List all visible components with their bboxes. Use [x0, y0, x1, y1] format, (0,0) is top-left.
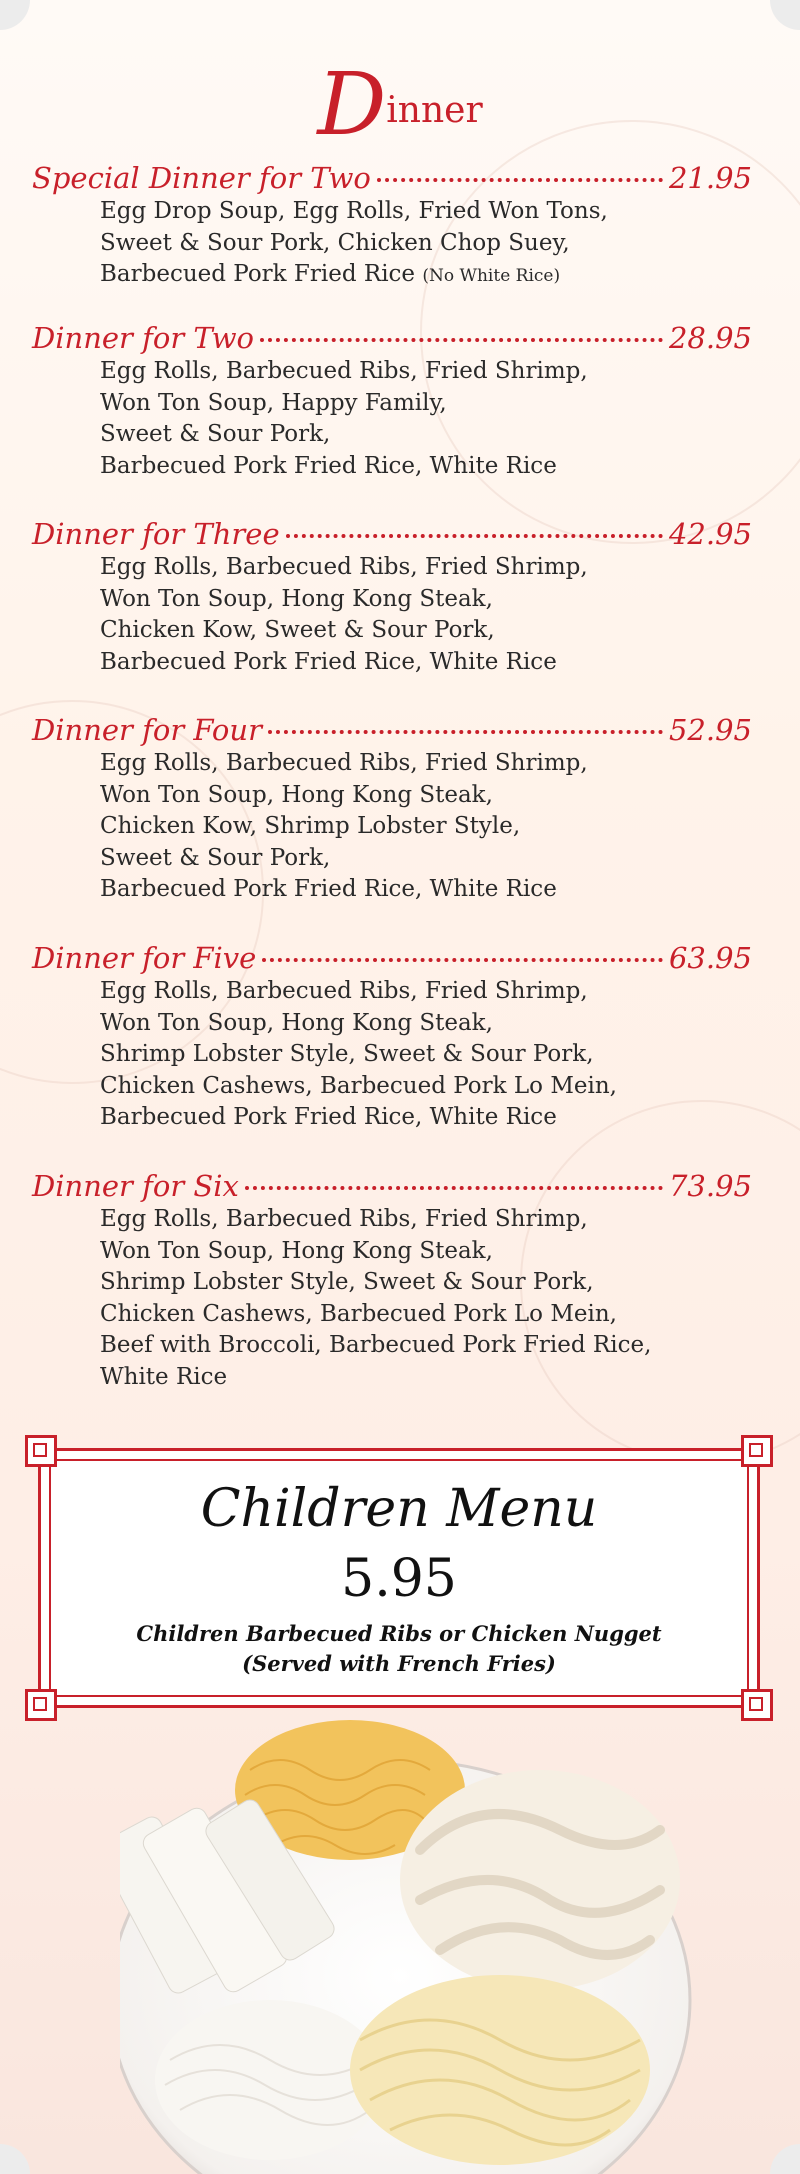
description-text: Barbecued Pork Fried Rice	[100, 261, 416, 287]
menu-item-name: Dinner for Two	[32, 321, 254, 355]
description-line: Egg Rolls, Barbecued Ribs, Fried Shrimp,	[100, 554, 588, 580]
children-menu-title: Children Menu	[200, 1479, 598, 1539]
menu-item-note: (No White Rice)	[422, 266, 561, 286]
fret-corner-ornament	[741, 1435, 773, 1467]
description-line: Egg Drop Soup, Egg Rolls, Fried Won Tons,	[100, 198, 608, 224]
corner-notch	[0, 0, 30, 30]
menu-item-description	[100, 976, 752, 1134]
description-line: Won Ton Soup, Happy Family,	[100, 389, 447, 416]
description-line: Barbecued Pork Fried Rice, White Rice	[100, 876, 557, 902]
description-line: Chicken Kow, Shrimp Lobster Style,	[100, 813, 521, 839]
menu-item-price: 63.95	[668, 941, 752, 975]
description-line: White Rice	[100, 1363, 228, 1390]
menu-item-header	[32, 320, 752, 356]
title-rest: inner	[386, 90, 483, 131]
description-line: Barbecued Pork Fried Rice, White Rice	[100, 452, 557, 479]
description-line: Egg Rolls, Barbecued Ribs, Fried Shrimp,	[100, 358, 588, 384]
menu-item	[32, 516, 752, 678]
description-line: Sweet & Sour Pork,	[100, 844, 331, 871]
description-line: Barbecued Pork Fried Rice, White Rice	[100, 1104, 557, 1130]
menu-item-description	[100, 196, 752, 293]
menu-item-price: 28.95	[668, 321, 752, 355]
page-title	[0, 55, 800, 155]
description-line: Won Ton Soup, Hong Kong Steak,	[100, 781, 493, 808]
description-line: Won Ton Soup, Hong Kong Steak,	[100, 1009, 493, 1036]
description-line: Egg Rolls, Barbecued Ribs, Fried Shrimp,	[100, 978, 588, 1004]
description-line: Egg Rolls, Barbecued Ribs, Fried Shrimp,	[100, 1206, 588, 1232]
menu-item-header	[32, 940, 752, 976]
menu-item-description	[100, 748, 752, 906]
menu-item-header	[32, 712, 752, 748]
title-initial: D	[317, 55, 387, 155]
noodle-plate-photo	[120, 1700, 720, 2174]
description-line: Chicken Kow, Sweet & Sour Pork,	[100, 617, 495, 643]
menu-item	[32, 320, 752, 482]
fret-corner-ornament	[25, 1689, 57, 1721]
menu-item-name: Dinner for Three	[32, 517, 280, 551]
corner-notch	[770, 2144, 800, 2174]
description-line: Barbecued Pork Fried Rice, White Rice	[100, 648, 557, 675]
udon-noodles-icon	[400, 1770, 680, 1990]
menu-item-header	[32, 160, 752, 196]
egg-noodles-icon	[350, 1975, 650, 2165]
dot-leader	[377, 178, 663, 182]
dot-leader	[260, 338, 663, 342]
menu-item-header	[32, 516, 752, 552]
description-line: Chicken Cashews, Barbecued Pork Lo Mein,	[100, 1300, 617, 1327]
description-line	[100, 259, 752, 293]
children-menu-description: Children Barbecued Ribs or Chicken Nugget	[136, 1621, 662, 1646]
menu-item	[32, 160, 752, 293]
menu-item-price: 52.95	[668, 713, 752, 747]
children-menu-note: (Served with French Fries)	[242, 1651, 556, 1676]
menu-item-description	[100, 356, 752, 482]
menu-item	[32, 712, 752, 906]
fret-corner-ornament	[25, 1435, 57, 1467]
description-line: Shrimp Lobster Style, Sweet & Sour Pork,	[100, 1041, 594, 1067]
menu-item-header	[32, 1168, 752, 1204]
dot-leader	[262, 958, 663, 962]
corner-notch	[770, 0, 800, 30]
menu-item-name: Dinner for Five	[32, 941, 257, 975]
description-line: Shrimp Lobster Style, Sweet & Sour Pork,	[100, 1269, 594, 1295]
description-line: Sweet & Sour Pork,	[100, 421, 331, 447]
description-line: Beef with Broccoli, Barbecued Pork Fried Rice,	[100, 1332, 652, 1358]
menu-item-name: Dinner for Six	[32, 1169, 239, 1203]
children-menu-price: 5.95	[341, 1549, 457, 1609]
menu-item	[32, 940, 752, 1134]
corner-notch	[0, 2144, 30, 2174]
menu-item-price: 42.95	[668, 517, 752, 551]
description-line: Won Ton Soup, Hong Kong Steak,	[100, 1237, 493, 1264]
fret-corner-ornament	[741, 1689, 773, 1721]
menu-item-price: 73.95	[668, 1169, 752, 1203]
description-line: Sweet & Sour Pork, Chicken Chop Suey,	[100, 229, 570, 256]
menu-item-description	[100, 552, 752, 678]
dot-leader	[286, 534, 663, 538]
description-line: Chicken Cashews, Barbecued Pork Lo Mein,	[100, 1072, 617, 1099]
menu-item-price: 21.95	[668, 161, 752, 195]
dot-leader	[245, 1186, 663, 1190]
menu-item-name: Special Dinner for Two	[32, 161, 371, 195]
children-menu-box	[38, 1448, 760, 1708]
menu-item	[32, 1168, 752, 1393]
description-line: Won Ton Soup, Hong Kong Steak,	[100, 585, 493, 612]
description-line: Egg Rolls, Barbecued Ribs, Fried Shrimp,	[100, 750, 588, 776]
vermicelli-icon	[155, 2000, 385, 2160]
menu-item-description	[100, 1204, 752, 1393]
dot-leader	[268, 730, 663, 734]
menu-item-name: Dinner for Four	[32, 713, 262, 747]
